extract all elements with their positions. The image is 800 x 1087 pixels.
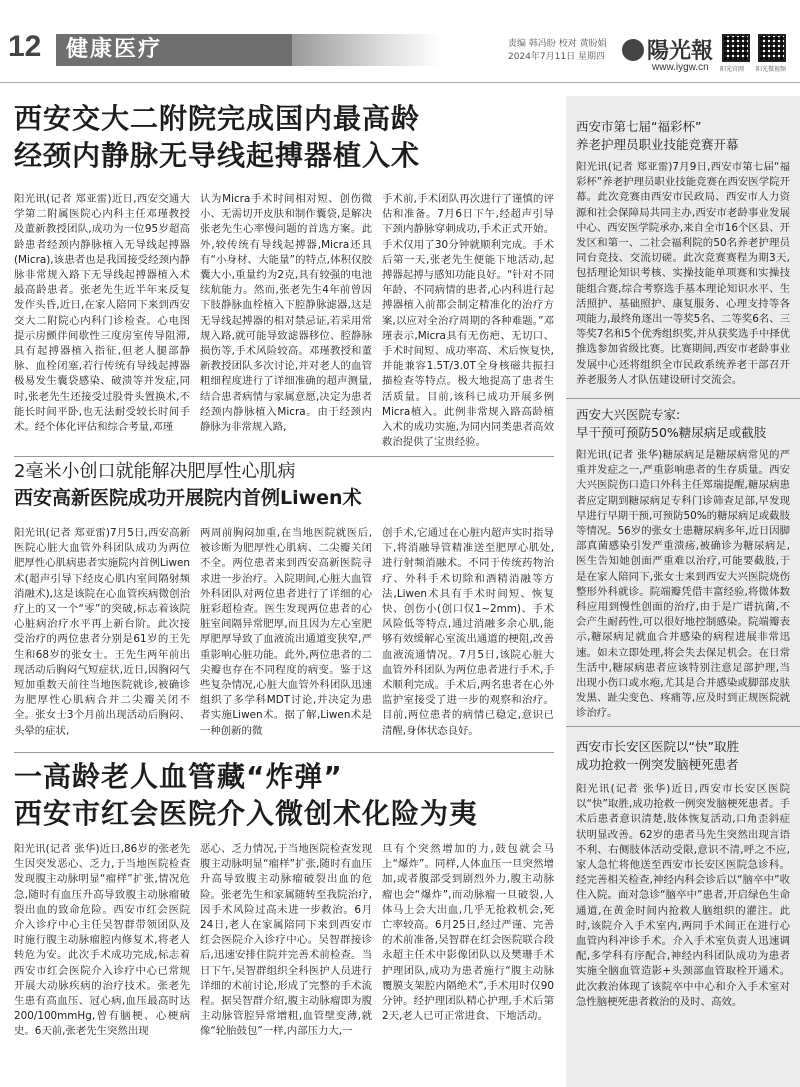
page-number: 12: [8, 30, 42, 63]
qr-code-icon: [722, 34, 750, 62]
article2-headline: 西安高新医院成功开展院内首例Liwen术: [14, 487, 362, 509]
logo-text: 陽光報: [647, 38, 714, 64]
date-line: 2024年7月11日 星期四: [508, 52, 605, 62]
article2-column-2: 两周前胸闷加重,在当地医院就医后,被诊断为肥厚性心肌病、二尖瓣关闭不全。两位患者来到西安高新医院寻求进一步治疗。入院期间,心脏大血管外科团队对两位患者进行了详细的心脏彩超检查。医生发现两位患者的心脏室间隔异常肥厚,而且因为左心室肥厚肥厚导致了血液流出通道变狭窄,严重影响心脏功能。此外,两位患者的二尖瓣也存在不同程度的病变。鉴于这些复杂情况,心脏大血管外科团队迅速组织了多学科MDT讨论,并决定为患者实施Liwen术。据了解,Liwen术是一种创新的微: [200, 527, 372, 737]
headline-line: 经颈内静脉无导线起搏器植入术: [14, 139, 421, 172]
article1-column-1: 阳光讯(记者 郑亚雷)近日,西安交通大学第二附属医院心内科主任邓瑾教授及董新教授团队,成功为一位95岁超高龄患者经颈内静脉植入无导线起搏器(Micra),该患者也是我国接受经颈内静脉非常规入路下无导线起搏器植入术最高龄患者。张老先生近半年来反复发作头昏,近日,在家人陪同下来到西安交大二附院心内科门诊检查。心电图提示房颤伴间歇性三度房室传导阻滞,具有起搏器植入指征,但老人腿部静脉、血栓闭塞,若行传统有导线起搏器极易发生囊袋感染、破溃等并发症,同时,张老先生还接受过股骨头置换术,不能长时间平卧,也无法耐受较长时间手术。经个体化评估和综合考量,邓瑾: [14, 193, 190, 434]
section-title: 健康医疗: [56, 34, 292, 66]
sidebar-divider: [566, 726, 800, 727]
headline-line: 一高龄老人血管藏“炸弹”: [14, 760, 343, 793]
headline-line: 成功抢救一例突发脑梗死患者: [576, 757, 739, 772]
headline-line: 西安市红会医院介入微创术化险为夷: [14, 797, 479, 830]
qr-label: 阳光微视频: [756, 66, 787, 73]
editor-info: [508, 38, 607, 64]
top-divider: [0, 82, 800, 83]
headline-line: 西安市长安区医院以“快”取胜: [576, 739, 739, 754]
sidebar-story3-headline: [576, 738, 790, 774]
masthead: [0, 0, 800, 80]
article1-column-3: 手术前,手术团队再次进行了谨慎的评估和准备。7月6日下午,经超声引导下颈内静脉穿刺成功,手术正式开始。手术仅用了30分钟就顺利完成。手术后第一天,张老先生便能下地活动,起搏器起搏与感知功能良好。“针对不同年龄、不同病情的患者,心内科进行起搏器植入前都会制定精准化的治疗方案,以应对全治疗周期的各种难题。”邓瑾表示,Micra具有无伤疤、无切口、手术时间短、成功率高、术后恢复快,并能兼容1.5T/3.0T全身核磁共振扫描检查等特点。极大地提高了患者生活质量。目前,该科已成功开展多例Micra植入。此例非常规入路高龄植入术的成功实施,为同内同类患者高效救治提供了宝贵经验。: [382, 193, 554, 449]
article1-headline: [14, 100, 554, 174]
qr-label: 阳光官网: [720, 66, 745, 73]
article3-column-3: 旦有个突然增加的力,鼓包就会马上“爆炸”。同样,人体血压一旦突然增加,或者腹部受到剧烈外力,腹主动脉瘤也会“爆炸”,而动脉瘤一旦破裂,人体马上会大出血,几乎无抢救机会,死亡率较高。6月25日,经过严谨、完善的术前准备,吴智群在红会医院联合段永超主任术中影像团队以及樊珊手术护理团队,成功为患者施行“腹主动脉覆膜支架腔内隔绝术”,手术用时仅90分钟。经护理团队精心护理,手术后第2天,老人已可正常进食、下地活动。: [382, 843, 554, 1023]
article3-column-1: 阳光讯(记者 张华)近日,86岁的张老先生因突发恶心、乏力,于当地医院检查发现腹主动脉明显“瘤样”扩张,情况危急,随时有血压升高导致腹主动脉瘤破裂出血的致命危险。西安市红会医院介入诊疗中心主任吴智群带领团队及时施行腹主动脉瘤腔内修复术,将老人转危为安。此次手术成功完成,标志着西安市红会医院介入诊疗中心已常规开展大动脉疾病的治疗技术。张老先生患有高血压、冠心病,血压最高时达200/100mmHg,曾有脑梗、心梗病史。6天前,张老先生突然出现: [14, 843, 190, 1038]
headline-line: 早干预可预防50%糖尿病足或截肢: [576, 425, 767, 440]
sidebar-story3-body: 阳光讯(记者 张华)近日,西安市长安区医院以“快”取胜,成功抢救一例突发脑梗死患者。手术后患者意识清楚,肢体恢复活动,口角歪斜症状明显改善。62岁的患者马先生突然出现言语不利、右侧肢体活动受限,意识不清,呼之不应,家人急忙将他送至西安市长安区医院急诊科。经完善相关检查,神经内科会诊后以“脑卒中”收住入院。面对急诊“脑卒中”患者,开启绿色生命通道,在黄金时间内抢救人脑组织的灌注。此时,该院介入手术室内,两同手术间正在进行心血管内科冲诊手术。介入手术室负责人迅速调配,多学科有序配合,神经内科团队成功为患者实施全脑血管造影+头颈部血管取栓开通术。此次救治体现了该院卒中中心和介入手术室对急性脑梗死患者救治的及时、高效。: [576, 783, 790, 1008]
qr-code-icon: [758, 34, 786, 62]
sidebar-story1-headline: [576, 118, 790, 154]
article1-column-2: 认为Micra手术时间相对短、创伤微小、无需切开皮肤和制作囊袋,是解决张老先生心率慢问题的首选方案。此外,较传统有导线起搏器,Micra还具有“小身材、大能量”的特点,体积仅胶囊大小,重量约为2克,具有较强的电池续航能力。然而,张老先生4年前曾因下肢静脉血栓植入下腔静脉滤器,这是无导线起搏器的相对禁忌证,若采用常规入路,就可能导致滤器移位、腔静脉损伤等,手术风险较高。邓瑾教授和董新教授团队多次讨论,并对老人的血管粗细程度进行了详细准确的超声测量,结合患者病情与家属意愿,决定为患者经颈内静脉植入Micra。由于经颈内静脉为非常规入路,: [200, 193, 372, 434]
article2-subtitle: 2毫米小创口就能解决肥厚性心肌病: [14, 461, 296, 482]
article-divider: [14, 752, 554, 753]
headline-line: 西安大兴医院专家:: [576, 407, 681, 422]
logo-icon: [622, 39, 644, 61]
article-divider: [14, 456, 554, 457]
article3-column-2: 恶心、乏力情况,于当地医院检查发现腹主动脉明显“瘤样”扩张,随时有血压升高导致腹主动脉瘤破裂出血的危险。张老先生和家属随转至我院治疗,因手术风险过高未进一步救治。6月24日,老人在家属陪同下来到西安市红会医院介入诊疗中心。吴智群接诊后,迅速安排住院并完善术前检查。当日下午,吴智群组织全科医护人员进行详细的术前讨论,形成了完整的手术流程。据吴智群介绍,腹主动脉瘤即为腹主动脉管腔异常增粗,血管壁变薄,就像“轮胎鼓包”一样,内部压力大,一: [200, 843, 372, 1038]
editors-line: 责编 韩冯盼 校对 黄盼娟: [508, 39, 607, 49]
sidebar-story1-body: 阳光讯(记者 郑亚雷)7月9日,西安市第七届“福彩杯”养老护理员职业技能竞赛在西安医学院开幕。此次竞赛由西安市民政局、西安市人力资源和社会保障局共同主办,西安市老龄事业发展中心、西安医学院承办,来自全市16个区县、开发区和第一、二社会福利院的50名养老护理员同台竞技、交流切磋。此次竞赛赛程为期3天,包括理论知识考核、实操技能单项赛和实操技能组合赛,综合考察选手基本理论知识水平、生活照护、基础照护、康复服务、心理支持等各项能力,最终角逐出一等奖5名、二等奖6名、三等奖7名和5个优秀组织奖,并从获奖选手中择优推选参加省级比赛。比赛期间,西安市老龄事业发展中心还将组织全市民政系统养老干部召开养老服务人才队伍建设研讨交流会。: [576, 161, 790, 386]
sidebar-divider: [566, 398, 800, 399]
sidebar-story2-body: 阳光讯(记者 张华)糖尿病足是糖尿病常见的严重并发症之一,严重影响患者的生存质量。西安大兴医院伤口造口外科主任郑瑞提醒,糖尿病患者应定期到糖尿病足专科门诊筛查足部,早发现早进行早期干预,可预防50%的糖尿病足或截肢等情况。56岁的张女士患糖尿病多年,近日因脚部真菌感染引发严重溃疡,被确诊为糖尿病足,医生告知她创面严重难以治疗,可能要截肢,于是在家人陪同下,张女士来到西安大兴医院烧伤整形外科就诊。院端瓣凭借丰富经验,将微体数科应用到慢性创面的治疗,由于是广谱抗菌,不会产生耐药性,可以很好地控制感染。院端瓣表示,糖尿病足就血合并感染的病程进展非常迅速。如未立即处理,将会失去保足机会。在日常生活中,糖尿病患者应该特别注意足部护理,当出现小伤口或水疱,尤其是合并感染或脚部皮肤发黑、趾尖变色、疼痛等,应及时到正规医院就诊治疗。: [576, 449, 790, 718]
website-url: www.iygw.cn: [652, 62, 709, 73]
headline-line: 西安交大二附院完成国内最高龄: [14, 102, 421, 135]
headline-line: 西安市第七届“福彩杯”: [576, 119, 702, 134]
newspaper-logo: [622, 34, 713, 65]
article2-column-3: 创手术,它通过在心脏内超声实时指导下,将消融导管精准送至肥厚心肌处,进行射频消融术。不同于传统药物治疗、外科手术切除和酒精消融等方法,Liwen术具有手术时间短、恢复快、创伤小(创口仅1~2mm)、手术风险低等特点,通过消融多余心肌,能够有效缓解心室流出通道的梗阻,改善血液流通情况。7月5日,该院心脏大血管外科团队为两位患者进行手术,手术顺利完成。手术后,两名患者在心外监护室接受了进一步的观察和治疗。目前,两位患者的病情已稳定,意识已清醒,身体状态良好。: [382, 527, 554, 737]
sidebar-story2-headline: [576, 406, 790, 442]
section-band-gradient: [292, 34, 442, 66]
headline-line: 养老护理员职业技能竞赛开幕: [576, 137, 739, 152]
article2-column-1: 阳光讯(记者 郑亚雷)7月5日,西安高新医院心脏大血管外科团队成功为两位肥厚性心肌病患者实施院内首例Liwen术(超声引导下经皮心肌内室间隔射频消融术),这是该院在心血管疾病微创治疗上的又一个“零”的突破,标志着该院心脏病治疗水平再上新台阶。此次接受治疗的两位患者分别是61岁的王先生和68岁的张女士。王先生两年前出现活动后胸闷气短症状,近日,因胸闷气短加重数天前往当地医院就诊,被确诊为肥厚性心肌病合并二尖瓣关闭不全。张女士3个月前出现活动后胸闷、头晕的症状,: [14, 527, 190, 737]
article3-headline: [14, 758, 554, 832]
